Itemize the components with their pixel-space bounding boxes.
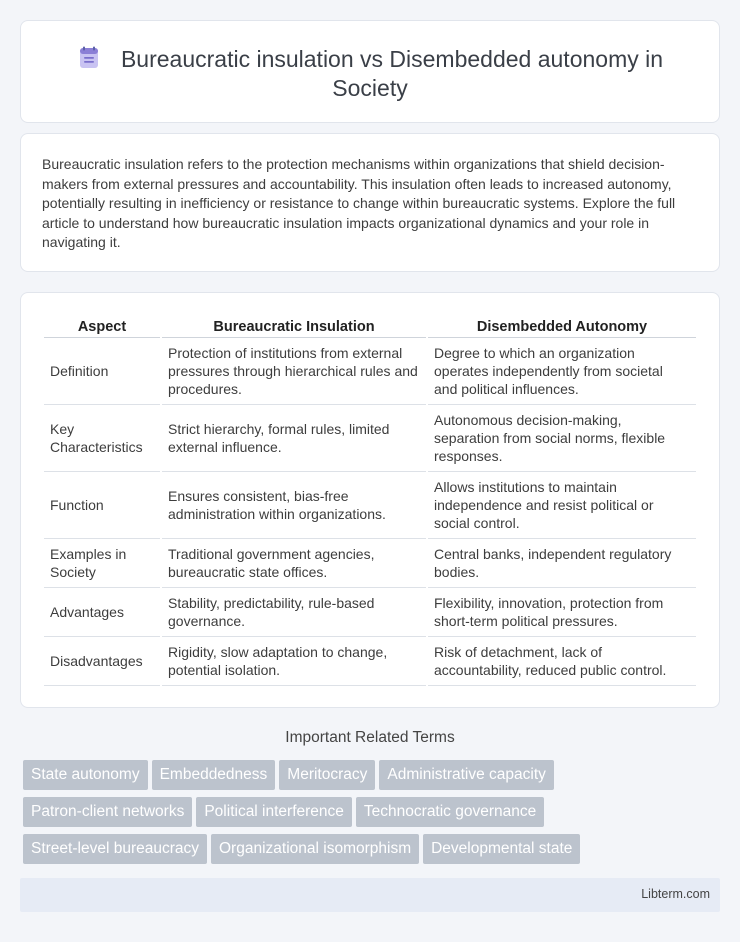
page-title-wrap	[21, 45, 719, 103]
aspect-cell: Function	[44, 472, 160, 539]
table-cell: Allows institutions to maintain independence and resist political or social control.	[428, 472, 696, 539]
table-header-row	[44, 316, 696, 338]
table-cell: Ensures consistent, bias-free administration within organizations.	[162, 472, 426, 539]
tag-row	[23, 834, 723, 871]
page-title: Bureaucratic insulation vs Disembedded autonomy in Society	[120, 46, 664, 101]
related-term-tag[interactable]: Organizational isomorphism	[211, 834, 419, 864]
header-aspect: Aspect	[44, 316, 160, 338]
table-cell: Risk of detachment, lack of accountability, reduced public control.	[428, 637, 696, 686]
related-term-tag[interactable]: Administrative capacity	[379, 760, 554, 790]
intro-card	[20, 133, 720, 272]
table-row	[44, 338, 696, 405]
related-term-tag[interactable]: Meritocracy	[279, 760, 375, 790]
related-term-tag[interactable]: Street-level bureaucracy	[23, 834, 207, 864]
related-term-tag[interactable]: Developmental state	[423, 834, 580, 864]
table-cell: Stability, predictability, rule-based governance.	[162, 588, 426, 637]
header-card	[20, 20, 720, 123]
aspect-cell: Key Characteristics	[44, 405, 160, 472]
aspect-cell: Examples in Society	[44, 539, 160, 588]
table-row	[44, 588, 696, 637]
table-row	[44, 637, 696, 686]
header-bureaucratic-insulation: Bureaucratic Insulation	[162, 316, 426, 338]
table-row	[44, 539, 696, 588]
table-cell: Central banks, independent regulatory bodies.	[428, 539, 696, 588]
comparison-table	[42, 316, 698, 686]
header-disembedded-autonomy: Disembedded Autonomy	[428, 316, 696, 338]
table-cell: Protection of institutions from external pressures through hierarchical rules and procedures.	[162, 338, 426, 405]
related-term-tag[interactable]: Political interference	[196, 797, 352, 827]
related-terms-list	[23, 760, 723, 871]
related-term-tag[interactable]: Technocratic governance	[356, 797, 544, 827]
table-row	[44, 405, 696, 472]
tag-row	[23, 797, 723, 834]
footer-site-link[interactable]: Libterm.com	[641, 887, 710, 901]
table-row	[44, 472, 696, 539]
related-term-tag[interactable]: Embeddedness	[152, 760, 276, 790]
related-term-tag[interactable]: Patron-client networks	[23, 797, 192, 827]
related-terms-title: Important Related Terms	[285, 729, 455, 746]
intro-text: Bureaucratic insulation refers to the protection mechanisms within organizations that shield decision-makers from external pressures and accountability. This insulation often leads to increased autonomy, potentially resulting in inefficiency or resistance to change within bureaucratic systems. Explore the full article to understand how bureaucratic insulation impacts organizational dynamics and your role in navigating it.	[42, 156, 676, 251]
aspect-cell: Definition	[44, 338, 160, 405]
tag-row	[23, 760, 723, 797]
table-cell: Degree to which an organization operates independently from societal and political influences.	[428, 338, 696, 405]
comparison-table-card	[20, 292, 720, 708]
related-term-tag[interactable]: State autonomy	[23, 760, 148, 790]
table-cell: Strict hierarchy, formal rules, limited external influence.	[162, 405, 426, 472]
table-cell: Autonomous decision-making, separation from social norms, flexible responses.	[428, 405, 696, 472]
table-cell: Rigidity, slow adaptation to change, potential isolation.	[162, 637, 426, 686]
footer	[20, 878, 720, 912]
aspect-cell: Disadvantages	[44, 637, 160, 686]
document-icon	[77, 46, 101, 70]
table-cell: Flexibility, innovation, protection from short-term political pressures.	[428, 588, 696, 637]
table-cell: Traditional government agencies, bureaucratic state offices.	[162, 539, 426, 588]
aspect-cell: Advantages	[44, 588, 160, 637]
